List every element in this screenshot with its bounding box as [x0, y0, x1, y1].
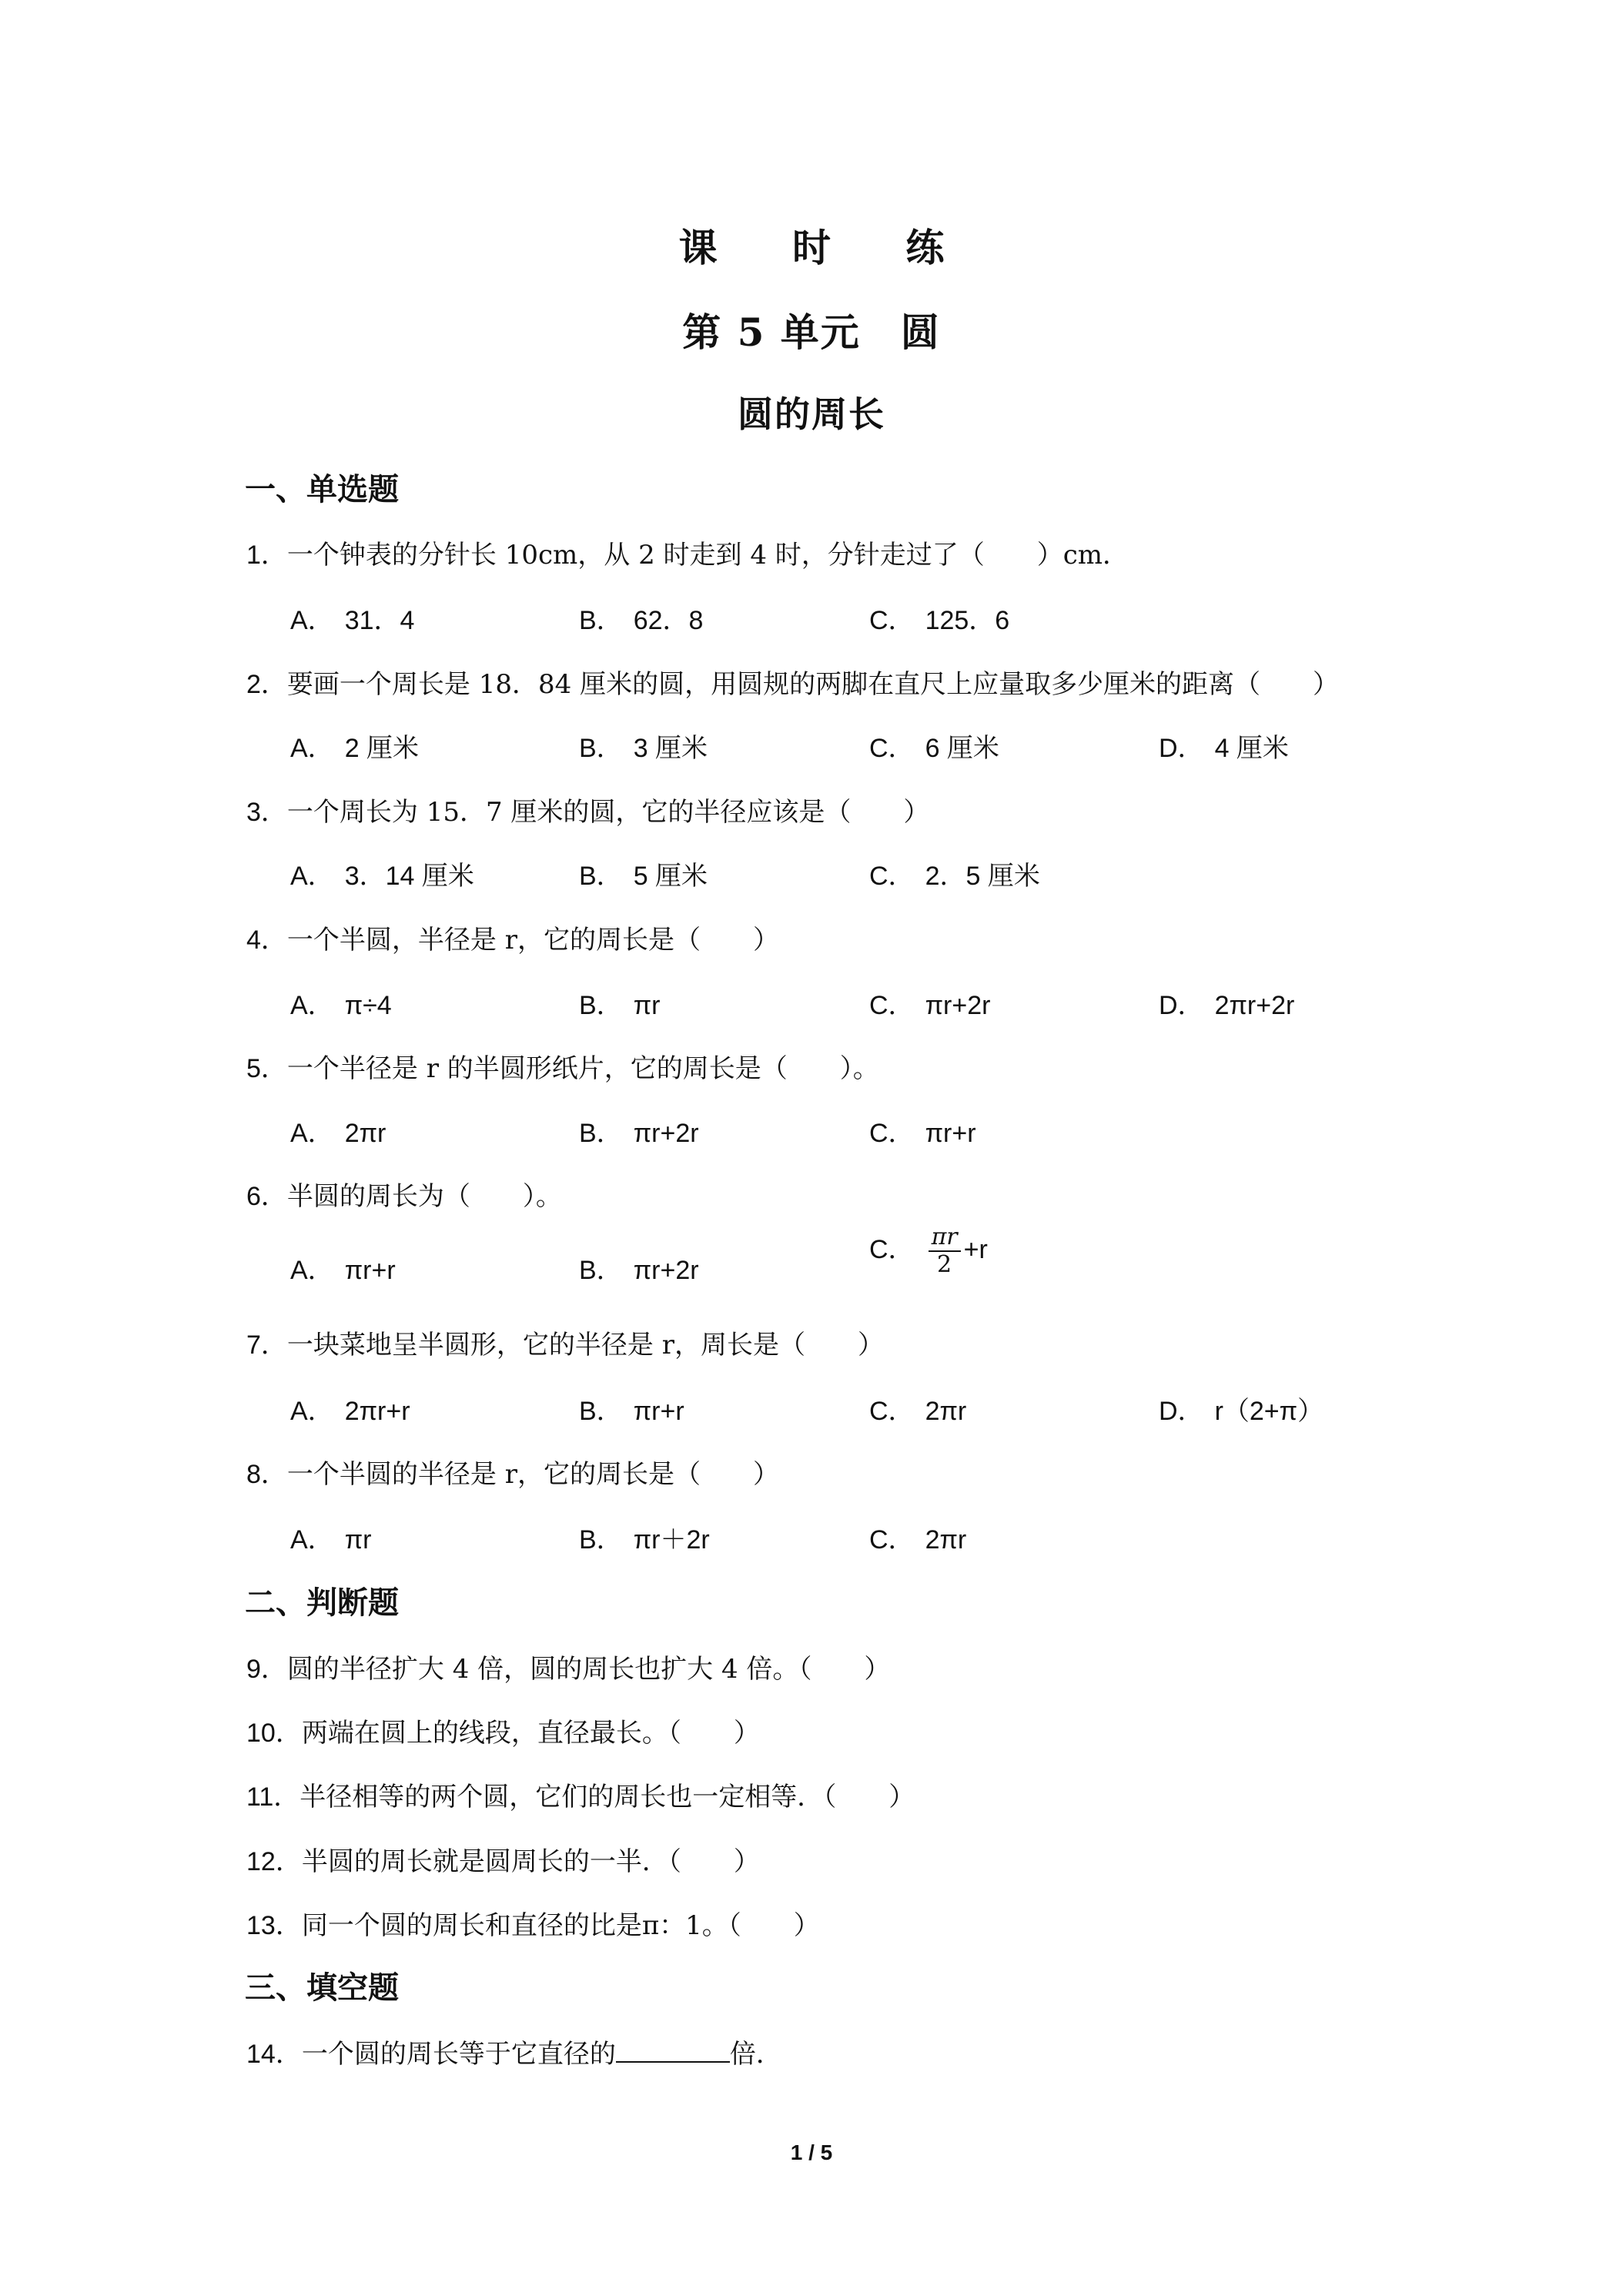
option-b[interactable]: B． πr+r: [579, 1397, 684, 1426]
question-7: 7．一块菜地呈半圆形，它的半径是 r，周长是（ ）: [246, 1330, 884, 1361]
question-1: 1．一个钟表的分针长 10cm，从 2 时走到 4 时，分针走过了（ ）cm．: [246, 540, 1129, 571]
option-a[interactable]: A． 2 厘米: [290, 734, 420, 763]
question-8: 8．一个半圆的半径是 r，它的周长是（ ）: [246, 1459, 779, 1490]
answer-blank[interactable]: [616, 2035, 730, 2063]
question-3: 3．一个周长为 15．7 厘米的圆，它的半径应该是（ ）: [246, 797, 930, 828]
option-c[interactable]: C． 2πr: [869, 1525, 967, 1555]
question-2-options: [290, 727, 1522, 765]
option-c[interactable]: C． πr+2r: [869, 991, 991, 1020]
option-d[interactable]: D． 4 厘米: [1159, 734, 1289, 763]
question-10: 10．两端在圆上的线段，直径最长。（ ）: [246, 1718, 760, 1749]
section-heading-fill-blank: 三、填空题: [245, 1970, 399, 2006]
question-6: 6．半圆的周长为（ ）。: [246, 1181, 562, 1212]
question-3-options: [290, 855, 1522, 893]
lesson-title: 圆的周长: [738, 393, 885, 435]
option-b[interactable]: B． 62．8: [579, 606, 704, 635]
question-1-options: [290, 599, 1522, 638]
option-a[interactable]: A． 2πr+r: [290, 1397, 410, 1426]
question-4: 4．一个半圆，半径是 r，它的周长是（ ）: [246, 925, 779, 956]
page-number: 1 / 5: [790, 2140, 833, 2164]
option-c[interactable]: C． πr+r: [869, 1119, 976, 1148]
section-heading-true-false: 二、判断题: [245, 1585, 399, 1621]
option-b[interactable]: B． 5 厘米: [579, 862, 708, 891]
option-c[interactable]: C． $\frac{\pi r}{2}$ +r: [869, 1223, 988, 1278]
question-7-options: [290, 1390, 1522, 1428]
question-12: 12．半圆的周长就是圆周长的一半．（ ）: [246, 1846, 760, 1877]
question-2: 2．要画一个周长是 18．84 厘米的圆，用圆规的两脚在直尺上应量取多少厘米的距离（ ）: [246, 669, 1340, 700]
option-a[interactable]: A． 2πr: [290, 1119, 387, 1148]
question-8-options: [290, 1518, 1522, 1557]
question-11: 11．半径相等的两个圆，它们的周长也一定相等．（ ）: [246, 1782, 915, 1812]
question-14: 14．一个圆的周长等于它直径的 倍．: [246, 2033, 782, 2070]
option-d[interactable]: D． r（2+π）: [1159, 1397, 1324, 1426]
option-a[interactable]: A． 3．14 厘米: [290, 862, 474, 891]
option-b[interactable]: B． 3 厘米: [579, 734, 708, 763]
question-5-options: [290, 1112, 1522, 1150]
question-4-options: [290, 984, 1522, 1022]
question-6-options: [290, 1223, 1522, 1287]
option-c[interactable]: C． 125．6: [869, 606, 1010, 635]
option-b[interactable]: B． πr: [579, 991, 661, 1020]
option-c[interactable]: C． 6 厘米: [869, 734, 999, 763]
option-c[interactable]: C． 2πr: [869, 1397, 967, 1426]
option-b[interactable]: B． πr+2r: [579, 1119, 699, 1148]
question-9: 9．圆的半径扩大 4 倍，圆的周长也扩大 4 倍。（ ）: [246, 1654, 891, 1685]
option-c[interactable]: C． 2．5 厘米: [869, 862, 1040, 891]
section-heading-single-choice: 一、单选题: [245, 471, 399, 507]
unit-title: 第 5 单元 圆: [682, 310, 941, 355]
option-a[interactable]: A． π÷4: [290, 991, 392, 1020]
option-b[interactable]: B． πr+2r: [579, 1256, 699, 1285]
fraction-pi-r-over-2: $\frac{\pi r}{2}$: [929, 1224, 961, 1278]
option-a[interactable]: A． πr+r: [290, 1256, 396, 1285]
option-a[interactable]: A． πr: [290, 1525, 372, 1555]
option-d[interactable]: D． 2πr+2r: [1159, 991, 1295, 1020]
question-13: 13．同一个圆的周长和直径的比是π：1。（ ）: [246, 1910, 820, 1941]
worksheet-title: 课 时 练: [678, 225, 975, 270]
option-b[interactable]: B． πr＋2r: [579, 1525, 710, 1555]
question-5: 5．一个半径是 r 的半圆形纸片，它的周长是（ ）。: [246, 1053, 879, 1084]
option-a[interactable]: A． 31．4: [290, 606, 415, 635]
